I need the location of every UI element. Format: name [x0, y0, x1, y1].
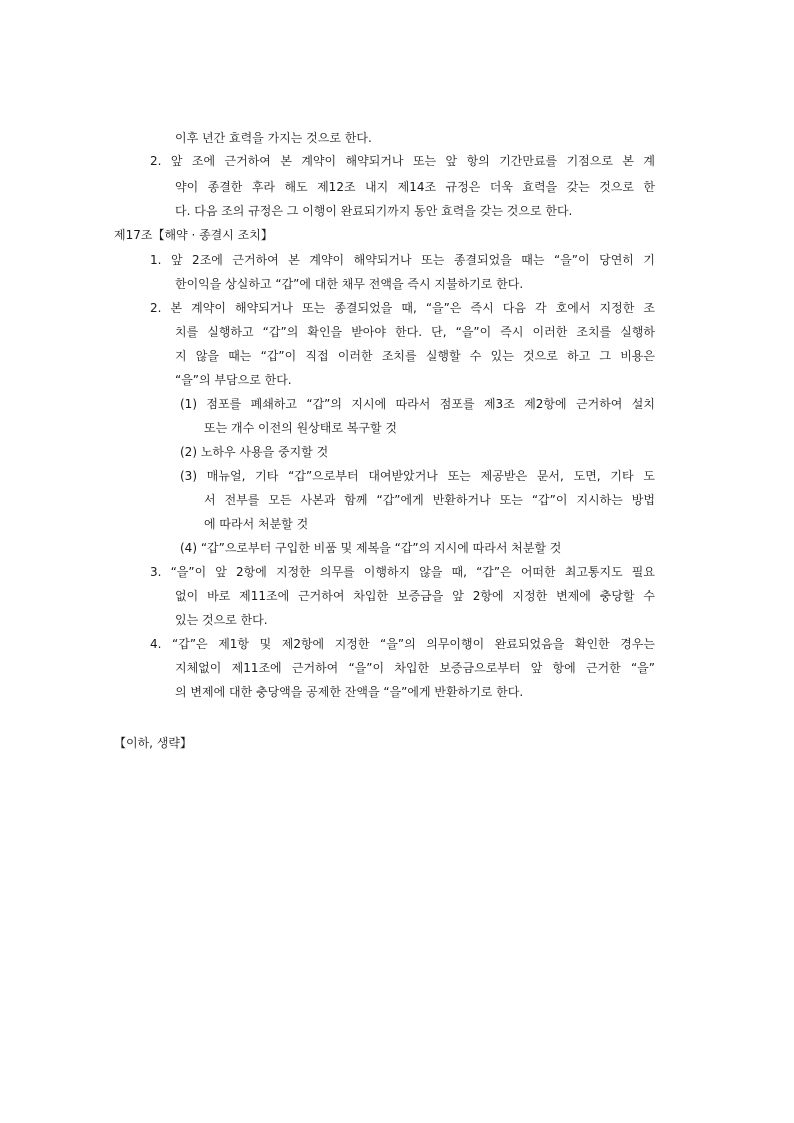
article17-p2-line1: 2. 본 계약이 해약되거나 또는 종결되었을 때, “을”은 즉시 다음 각 호에서 지정한 조: [150, 301, 655, 315]
clause2-line2: 약이 종결한 후라 해도 제12조 내지 제14조 규정은 더욱 효력을 갖는 것으로 한: [175, 180, 655, 194]
article17-p2-item3-line2: 서 전부를 모든 사본과 함께 “갑”에게 반환하거나 또는 “갑”이 지시하는 방법: [204, 493, 655, 507]
continuation-line: 이후 년간 효력을 가지는 것으로 한다.: [175, 131, 372, 145]
article17-p1-line2: 한이익을 상실하고 “갑”에 대한 채무 전액을 즉시 지불하기로 한다.: [175, 277, 524, 291]
article17-p2-item1-line2: 또는 개수 이전의 원상태로 복구할 것: [204, 421, 397, 435]
article17-p4-line2: 지체없이 제11조에 근거하여 “을”이 차입한 보증금으로부터 앞 항에 근거한 “을”: [175, 661, 655, 675]
article17-p4-line3: 의 변제에 대한 충당액을 공제한 잔액을 “을”에게 반환하기로 한다.: [175, 685, 524, 699]
article17-p2-line2: 치를 실행하고 “갑”의 확인을 받아야 한다. 단, “을”이 즉시 이러한 조치를 실행하: [175, 325, 655, 339]
clause2-line1: 2. 앞 조에 근거하여 본 계약이 해약되거나 또는 앞 항의 기간만료를 기점으로 본 계: [150, 154, 655, 168]
article17-p2-item4-line1: (4) “갑”으로부터 구입한 비품 및 제복을 “갑”의 지시에 따라서 처분할 것: [180, 541, 562, 555]
article17-p2-item3-line1: (3) 매뉴얼, 기타 “갑”으로부터 대여받았거나 또는 제공받은 문서, 도면, 기타 도: [180, 469, 655, 483]
article17-p3-line2: 없이 바로 제11조에 근거하여 차입한 보증금을 앞 2항에 지정한 변제에 충당할 수: [175, 589, 655, 603]
article17-p2-line4: “을”의 부담으로 한다.: [175, 373, 292, 387]
clause2-line3: 다. 다음 조의 규정은 그 이행이 완료되기까지 동안 효력을 갖는 것으로 한다.: [175, 204, 573, 218]
article17-p2-item2-line1: (2) 노하우 사용을 중지할 것: [180, 445, 329, 459]
article17-p1-line1: 1. 앞 2조에 근거하여 본 계약이 해약되거나 또는 종결되었을 때는 “을”이 당연히 기: [150, 253, 655, 267]
closing-note: 【이하, 생략】: [114, 736, 192, 750]
article17-p2-item1-line1: (1) 점포를 폐쇄하고 “갑”의 지시에 따라서 점포를 제3조 제2항에 근거하여 설치: [180, 397, 655, 411]
article17-p3-line3: 있는 것으로 한다.: [175, 613, 268, 627]
article17-p2-item3-line3: 에 따라서 처분할 것: [204, 517, 309, 531]
article17-p4-line1: 4. “갑”은 제1항 및 제2항에 지정한 “을”의 의무이행이 완료되었음을 확인한 경우는: [150, 637, 655, 651]
article17-p3-line1: 3. “을”이 앞 2항에 지정한 의무를 이행하지 않을 때, “갑”은 어떠한 최고통지도 필요: [150, 565, 655, 579]
article17-p2-line3: 지 않을 때는 “갑”이 직접 이러한 조치를 실행할 수 있는 것으로 하고 그 비용은: [175, 349, 655, 363]
article17-heading: 제17조【해약 · 종결시 조치】: [114, 228, 273, 242]
